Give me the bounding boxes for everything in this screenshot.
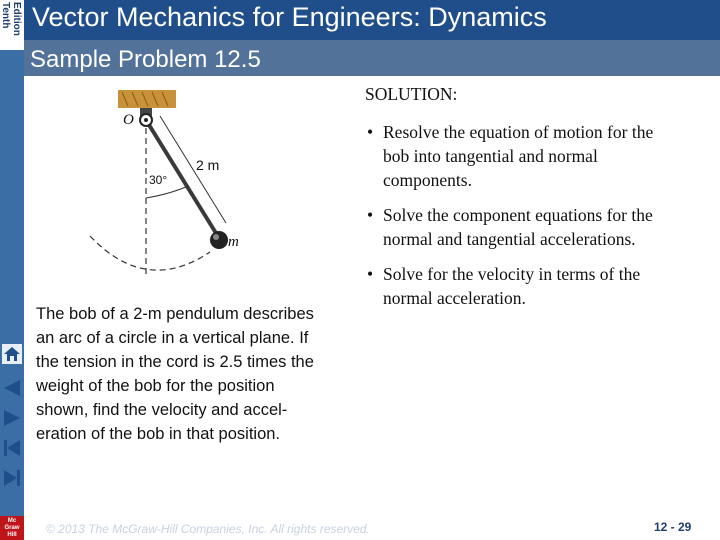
problem-line: The bob of a 2-m pendulum describes (36, 305, 314, 323)
first-page-button[interactable] (2, 438, 22, 458)
logo-line-3: Hill (7, 532, 17, 538)
back-button[interactable] (2, 378, 22, 398)
bullet-dot: • (367, 122, 374, 142)
bullet-line: components. (383, 170, 472, 190)
left-sidebar (0, 0, 24, 540)
problem-line: weight of the bob for the position (36, 377, 275, 395)
home-button[interactable] (2, 344, 22, 364)
problem-line: eration of the bob in that position. (36, 425, 281, 443)
bullet-dot: • (367, 264, 374, 284)
angle-arc (146, 186, 188, 198)
home-icon (2, 344, 22, 364)
page-number: 12 - 29 (654, 520, 692, 534)
solution-bullet (365, 262, 710, 310)
pivot-label: O (123, 112, 134, 128)
forward-button[interactable] (2, 408, 22, 428)
solution-bullets (365, 120, 710, 321)
bullet-line: Solve for the velocity in terms of the (383, 264, 641, 284)
solution-bullet (365, 203, 710, 251)
edition-label (0, 0, 24, 50)
logo-line-2: Graw (4, 525, 20, 531)
bullet-line: bob into tangential and normal (383, 146, 598, 166)
logo-line-1: Mc (7, 518, 17, 524)
solution-bullet (365, 120, 710, 192)
publisher-logo (0, 516, 24, 540)
swing-arc (90, 236, 210, 270)
problem-line: the tension in the cord is 2.5 times the (36, 353, 314, 371)
pendulum-bob (210, 231, 228, 249)
problem-line: shown, find the velocity and accel- (36, 401, 288, 419)
forward-arrow-icon (2, 408, 22, 428)
problem-statement (36, 302, 356, 446)
solution-heading: SOLUTION: (365, 84, 458, 104)
bullet-line: normal and tangential accelerations. (383, 229, 636, 249)
bullet-line: Solve the component equations for the (383, 205, 653, 225)
copyright-notice: © 2013 The McGraw-Hill Companies, Inc. All rights reserved. (46, 522, 370, 536)
mass-label: m (228, 234, 239, 250)
page-title: Vector Mechanics for Engineers: Dynamics (32, 2, 547, 32)
first-page-icon (2, 438, 22, 458)
last-page-button[interactable] (2, 468, 22, 488)
problem-line: an arc of a circle in a vertical plane. If (36, 329, 309, 347)
edition-line-1: Tenth (0, 2, 11, 29)
slide-subtitle: Sample Problem 12.5 (30, 46, 261, 73)
pendulum-diagram (80, 80, 340, 290)
back-arrow-icon (2, 378, 22, 398)
bullet-line: normal acceleration. (383, 288, 526, 308)
title-bar (24, 0, 720, 40)
last-page-icon (2, 468, 22, 488)
bullet-dot: • (367, 205, 374, 225)
subtitle-bar (24, 40, 720, 76)
length-label: 2 m (196, 157, 220, 173)
bullet-line: Resolve the equation of motion for the (383, 122, 654, 142)
angle-label: 30° (149, 173, 168, 187)
edition-line-2: Edition (11, 2, 22, 36)
